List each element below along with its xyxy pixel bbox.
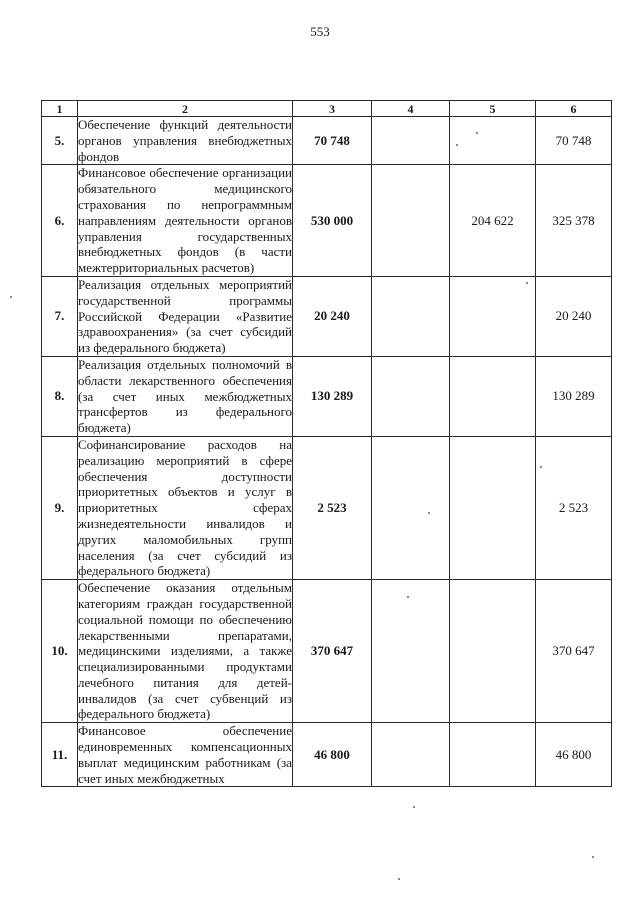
header-col-5: 5 — [450, 101, 536, 117]
row-description: Обеспечение оказания отдельным категориям граждан государственной социальной помощи по обеспечению лекарственными препаратами, медицинскими изделиями, а также специализированными продуктами лечебного питания для детей-инвалидов (за счет субвенций из федерального бюджета) — [78, 580, 292, 722]
row-col4-value — [372, 276, 450, 356]
scan-speck — [540, 466, 542, 468]
header-col-1: 1 — [42, 101, 78, 117]
header-col-4: 4 — [372, 101, 450, 117]
scan-speck — [407, 596, 409, 598]
row-col6-value: 20 240 — [536, 276, 612, 356]
table-row — [42, 436, 612, 579]
row-col6-value: 370 647 — [536, 580, 612, 723]
row-number: 9. — [42, 436, 78, 579]
row-col5-value: 204 622 — [450, 165, 536, 277]
row-col5-value — [450, 117, 536, 165]
table-row — [42, 356, 612, 436]
scan-speck — [526, 282, 528, 284]
row-description: Финансовое обеспечение организации обязательного медицинского страхования по непрограммным направлениям деятельности органов управления государственных внебюджетных фондов (в части межтерриториальных расчетов) — [78, 165, 292, 276]
row-col3-value: 70 748 — [293, 117, 372, 165]
row-col5-value — [450, 436, 536, 579]
row-col4-value — [372, 723, 450, 787]
row-col3-value: 130 289 — [293, 356, 372, 436]
row-description: Финансовое обеспечение единовременных компенсационных выплат медицинским работникам (за счет иных межбюджетных — [78, 723, 292, 786]
header-col-2: 2 — [78, 101, 293, 117]
row-col4-value — [372, 580, 450, 723]
row-col6-value: 325 378 — [536, 165, 612, 277]
row-number: 8. — [42, 356, 78, 436]
scan-speck — [413, 806, 415, 808]
row-col6-value: 70 748 — [536, 117, 612, 165]
row-number: 11. — [42, 723, 78, 787]
row-col3-value: 2 523 — [293, 436, 372, 579]
row-col4-value — [372, 356, 450, 436]
row-number: 7. — [42, 276, 78, 356]
row-col5-value — [450, 276, 536, 356]
row-col5-value — [450, 580, 536, 723]
row-col3-value: 20 240 — [293, 276, 372, 356]
row-description: Софинансирование расходов на реализацию мероприятий в сфере обеспечения доступности приоритетных объектов и услуг в приоритетных сферах жизнедеятельности инвалидов и других маломобильных групп населения (за счет субсидий из федерального бюджета) — [78, 436, 292, 579]
row-number: 10. — [42, 580, 78, 723]
scan-speck — [428, 512, 430, 514]
row-description: Реализация отдельных полномочий в области лекарственного обеспечения (за счет иных межбюджетных трансфертов из федерального бюджета) — [78, 356, 292, 436]
table-row — [42, 723, 612, 787]
scan-speck — [456, 144, 458, 146]
row-col4-value — [372, 436, 450, 579]
scan-speck — [398, 878, 400, 880]
table-row — [42, 117, 612, 165]
table-row — [42, 165, 612, 277]
row-col4-value — [372, 165, 450, 277]
page-number: 553 — [310, 24, 330, 39]
row-col4-value — [372, 117, 450, 165]
scan-speck — [592, 856, 594, 858]
row-description: Обеспечение функций деятельности органов управления внебюджетных фондов — [78, 117, 292, 164]
row-col3-value: 370 647 — [293, 580, 372, 723]
row-number: 5. — [42, 117, 78, 165]
header-col-6: 6 — [536, 101, 612, 117]
table-row — [42, 276, 612, 356]
row-col6-value: 130 289 — [536, 356, 612, 436]
row-col3-value: 46 800 — [293, 723, 372, 787]
row-col5-value — [450, 723, 536, 787]
row-col6-value: 2 523 — [536, 436, 612, 579]
header-row — [42, 101, 612, 117]
scan-speck — [10, 296, 12, 298]
header-col-3: 3 — [293, 101, 372, 117]
row-col6-value: 46 800 — [536, 723, 612, 787]
table-row — [42, 580, 612, 723]
row-number: 6. — [42, 165, 78, 277]
row-description: Реализация отдельных мероприятий государственной программы Российской Федерации «Развитие здравоохранения» (за счет субсидий из федерального бюджета) — [78, 276, 292, 356]
scan-speck — [476, 132, 478, 134]
budget-table — [41, 100, 612, 787]
row-col3-value: 530 000 — [293, 165, 372, 277]
row-col5-value — [450, 356, 536, 436]
